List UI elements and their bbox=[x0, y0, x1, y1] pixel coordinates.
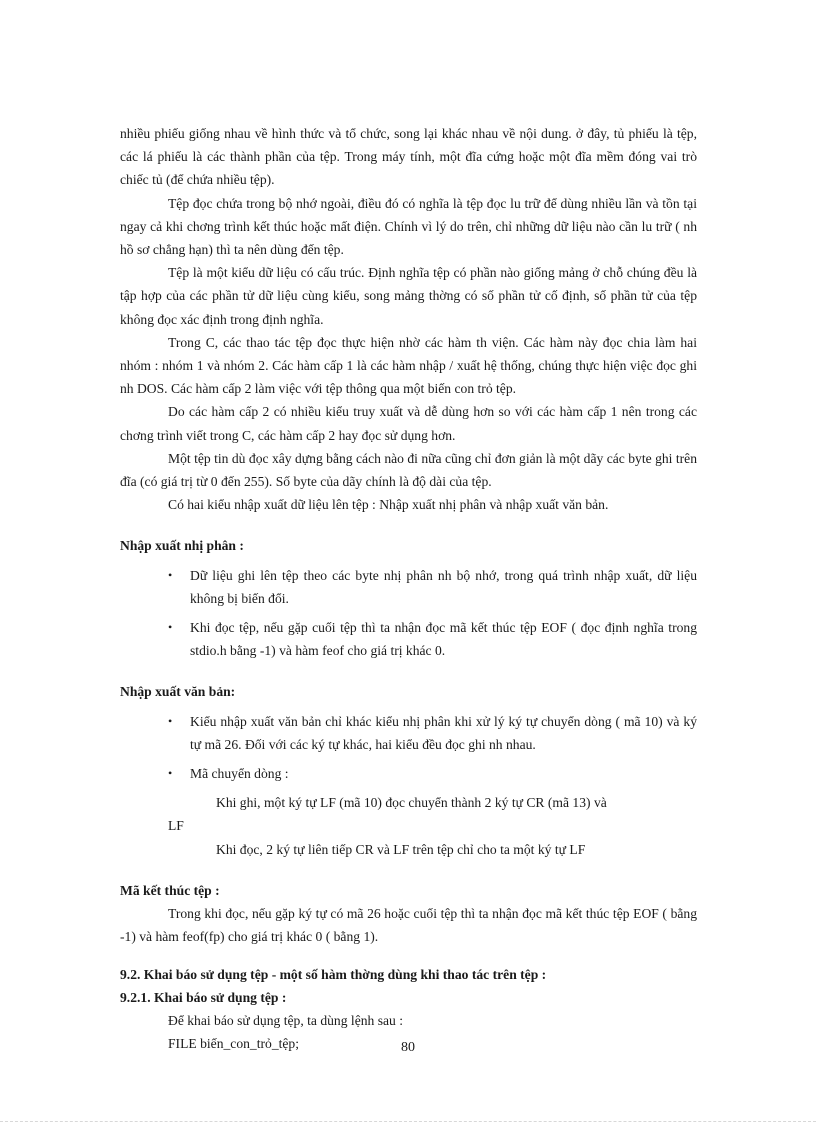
read-conversion-line: Khi đọc, 2 ký tự liên tiếp CR và LF trên tệp chỉ cho ta một ký tự LF bbox=[216, 841, 586, 857]
page-body bbox=[120, 122, 697, 1055]
paragraph-1: nhiều phiếu giống nhau về hình thức và tổ chức, song lại khác nhau về nội dung. ở đây, tủ phiếu là tệp, các lá phiếu là các thành phần của tệp. Trong máy tính, một đĩa cứng hoặc một đĩa mềm đóng vai trò chiếc tủ (để chứa nhiều tệp). bbox=[120, 126, 697, 188]
list-item-text: Dữ liệu ghi lên tệp theo các byte nhị phân nh bộ nhớ, trong quá trình nhập xuất, dữ liệu không bị biến đổi. bbox=[190, 567, 697, 606]
paragraph-2: Tệp đọc chứa trong bộ nhớ ngoài, điều đó có nghĩa là tệp đọc lu trữ để dùng nhiều lần và tồn tại ngay cả khi chơng trình kết thúc hoặc mất điện. Chính vì lý do trên, chỉ những dữ liệu nào cần lu trữ ( nh hồ sơ chẳng hạn) thì ta nên dùng đến tệp. bbox=[120, 195, 697, 258]
write-conversion-continuation: LF bbox=[168, 818, 184, 834]
list-item-text: Mã chuyển dòng : bbox=[190, 766, 289, 782]
bullet-icon: • bbox=[168, 620, 173, 635]
list-item-text: Khi đọc tệp, nếu gặp cuối tệp thì ta nhận đọc mã kết thúc tệp EOF ( đọc định nghĩa trong stdio.h bằng -1) và hàm feof cho giá trị khác 0. bbox=[190, 620, 697, 659]
paragraph-5: Do các hàm cấp 2 có nhiều kiểu truy xuất và dễ dùng hơn so với các hàm cấp 1 nên trong các chơng trình viết trong C, các hàm cấp 2 hay đọc sử dụng hơn. bbox=[120, 404, 697, 443]
subsection-title: 9.2.1. Khai báo sử dụng tệp : bbox=[120, 989, 287, 1005]
list-item bbox=[168, 564, 697, 610]
text-io-heading: Nhập xuất văn bản: bbox=[120, 684, 236, 700]
list-item-text: Kiểu nhập xuất văn bản chỉ khác kiểu nhị phân khi xử lý ký tự chuyển dòng ( mã 10) và ký tự mã 26. Đối với các ký tự khác, hai kiểu đều đọc ghi nh nhau. bbox=[190, 713, 697, 752]
paragraph-3: Tệp là một kiểu dữ liệu có cấu trúc. Định nghĩa tệp có phần nào giống mảng ở chỗ chúng đều là tập hợp của các phần tử dữ liệu cùng kiểu, song mảng thờng có số phần tử cố định, số phần tử của tệp không đọc xác định trong định nghĩa. bbox=[120, 265, 697, 327]
paragraph-6: Một tệp tin dù đọc xây dựng bằng cách nào đi nữa cũng chỉ đơn giản là một dãy các byte ghi trên đĩa (có giá trị từ 0 đến 255). Số byte của dãy chính là độ dài của tệp. bbox=[120, 450, 697, 490]
write-conversion-line: Khi ghi, một ký tự LF (mã 10) đọc chuyển thành 2 ký tự CR (mã 13) và bbox=[216, 795, 607, 811]
binary-io-list bbox=[120, 564, 697, 663]
eof-heading: Mã kết thúc tệp : bbox=[120, 882, 220, 898]
declaration-intro: Để khai báo sử dụng tệp, ta dùng lệnh sau : bbox=[168, 1012, 404, 1028]
text-io-list bbox=[120, 710, 697, 786]
list-item bbox=[168, 762, 697, 785]
paragraph-7: Có hai kiểu nhập xuất dữ liệu lên tệp : Nhập xuất nhị phân và nhập xuất văn bản. bbox=[168, 497, 609, 513]
page-bottom-divider bbox=[0, 1121, 816, 1122]
page-number: 80 bbox=[401, 1040, 415, 1055]
list-item bbox=[168, 616, 697, 662]
bullet-icon: • bbox=[168, 713, 173, 728]
declaration-syntax: FILE biến_con_trỏ_tệp; bbox=[168, 1036, 299, 1052]
list-item bbox=[168, 710, 697, 756]
paragraph-4: Trong C, các thao tác tệp đọc thực hiện nhờ các hàm th viện. Các hàm này đọc chia làm hai nhóm : nhóm 1 và nhóm 2. Các hàm cấp 1 là các hàm nhập / xuất hệ thống, chúng thực hiện việc đọc ghi nh DOS. Các hàm cấp 2 làm việc với tệp thông qua một biến con trỏ tệp. bbox=[120, 334, 697, 397]
bullet-icon: • bbox=[168, 766, 173, 781]
section-title: 9.2. Khai báo sử dụng tệp - một số hàm thờng dùng khi thao tác trên tệp : bbox=[120, 966, 547, 982]
bullet-icon: • bbox=[168, 567, 173, 582]
binary-io-heading: Nhập xuất nhị phân : bbox=[120, 538, 244, 554]
eof-paragraph: Trong khi đọc, nếu gặp ký tự có mã 26 hoặc cuối tệp thì ta nhận đọc mã kết thúc tệp EOF ( bằng -1) và hàm feof(fp) cho giá trị khác 0 ( bằng 1). bbox=[120, 906, 697, 945]
